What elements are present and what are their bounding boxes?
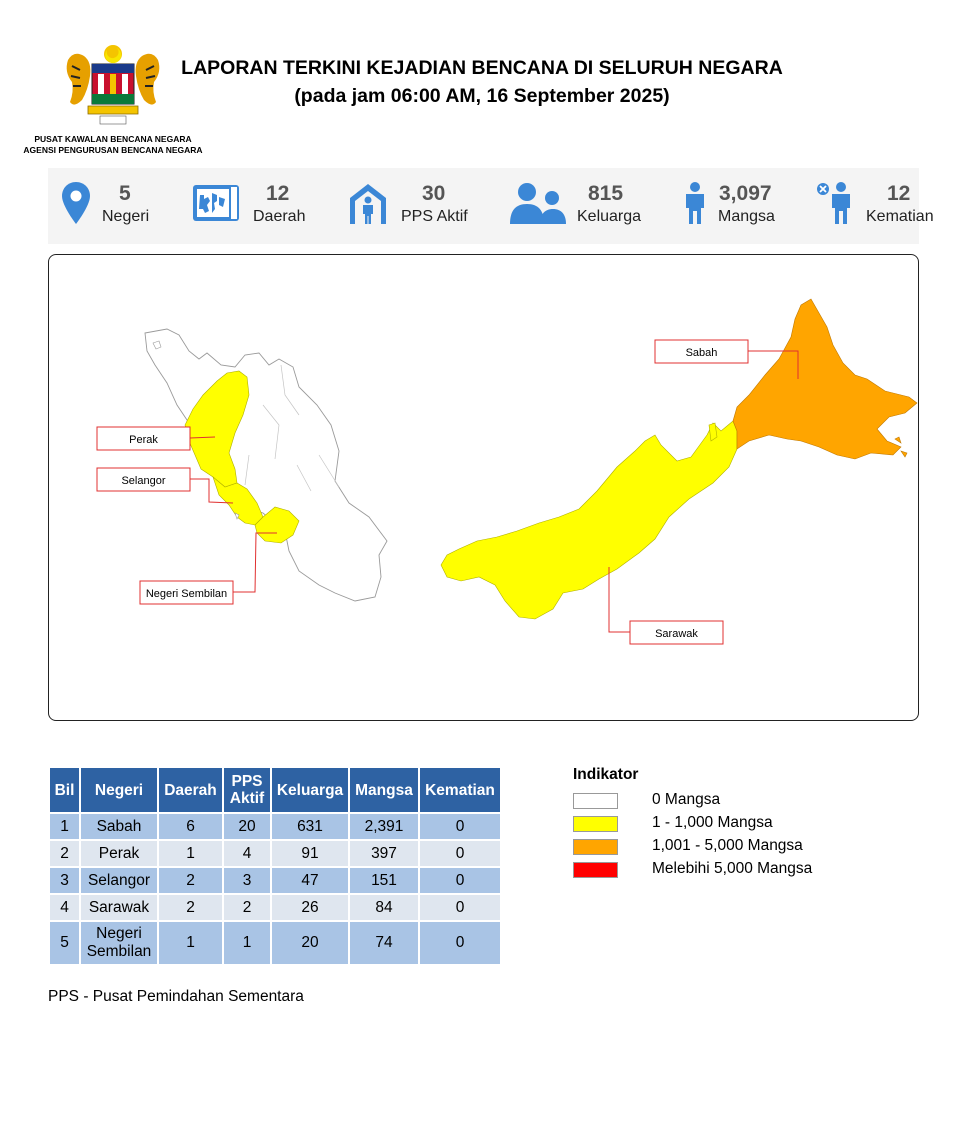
map-legend [573,766,813,882]
callout-sarawak [609,567,723,644]
stat-value: 3,097 [719,182,772,205]
cell-kematian: 0 [420,922,500,964]
cell-keluarga: 91 [272,841,348,866]
stat-daerah [190,168,320,244]
callout-label-negeri-sembilan: Negeri Sembilan [145,588,228,600]
cell-pps: 1 [224,922,270,964]
cell-negeri: Sarawak [81,895,157,920]
district-map-icon [192,183,240,223]
stat-value: 12 [266,182,290,205]
col-bil: Bil [50,768,79,812]
agency-line2: AGENSI PENGURUSAN BENCANA NEGARA [23,145,203,155]
cell-bil: 5 [50,922,79,964]
cell-keluarga: 20 [272,922,348,964]
cell-daerah: 2 [159,895,222,920]
callout-label-selangor: Selangor [121,475,166,487]
stat-value: 12 [887,182,911,205]
summary-stats-bar [48,168,934,244]
shelter-icon [348,182,388,224]
sarawak-region [441,421,737,619]
report-title [172,54,792,110]
col-daerah: Daerah [159,768,222,812]
legend-item [573,790,721,813]
stat-label: PPS Aktif [401,208,468,225]
legend-swatch [573,839,618,855]
legend-label: 1,001 - 5,000 Mangsa [652,837,803,854]
callout-label-sabah: Sabah [685,347,718,359]
table-row [50,895,500,920]
map-pin-icon [62,182,90,224]
cell-keluarga: 26 [272,895,348,920]
legend-swatch [573,816,618,832]
legend-title: Indikator [573,766,639,783]
cell-negeri: Sabah [81,814,157,839]
cell-bil: 3 [50,868,79,893]
cell-daerah: 1 [159,922,222,964]
table-header-row [50,768,500,812]
cell-mangsa: 74 [350,922,418,964]
stat-label: Daerah [253,208,306,225]
cell-bil: 2 [50,841,79,866]
cell-daerah: 6 [159,814,222,839]
stat-kematian [816,168,934,244]
cell-pps: 4 [224,841,270,866]
table-row [50,814,500,839]
callout-negeri-sembilan [140,533,277,604]
legend-swatch [573,862,618,878]
col-pps-aktif: PPS Aktif [224,768,270,812]
cell-mangsa: 151 [350,868,418,893]
title-line2: (pada jam 06:00 AM, 16 September 2025) [294,85,670,107]
legend-item [573,836,803,859]
cell-bil: 1 [50,814,79,839]
col-mangsa: Mangsa [350,768,418,812]
table-footnote: PPS - Pusat Pemindahan Sementara [48,988,304,1005]
col-kematian: Kematian [420,768,500,812]
sabah-region [733,299,917,459]
stat-keluarga [510,168,660,244]
cell-keluarga: 631 [272,814,348,839]
cell-mangsa: 84 [350,895,418,920]
family-icon [510,182,566,224]
malaysia-disaster-map [48,254,919,721]
person-icon [684,182,706,224]
table-row [50,922,500,964]
stat-negeri [58,168,168,244]
cell-negeri: Perak [81,841,157,866]
col-negeri: Negeri [81,768,157,812]
agency-line1: PUSAT KAWALAN BENCANA NEGARA [34,134,192,144]
cell-daerah: 2 [159,868,222,893]
legend-label: 1 - 1,000 Mangsa [652,814,773,831]
legend-swatch [573,793,618,809]
stat-label: Negeri [102,208,150,225]
stat-mangsa [682,168,802,244]
legend-item [573,813,773,836]
death-icon [816,180,856,224]
table-row [50,868,500,893]
title-line1: LAPORAN TERKINI KEJADIAN BENCANA DI SELURUH NEGARA [181,57,783,79]
cell-daerah: 1 [159,841,222,866]
cell-kematian: 0 [420,814,500,839]
stat-value: 815 [588,182,624,205]
cell-negeri: Negeri Sembilan [81,922,157,964]
stat-value: 5 [119,182,131,205]
stat-label: Kematian [866,208,934,225]
cell-bil: 4 [50,895,79,920]
cell-mangsa: 2,391 [350,814,418,839]
table-row [50,841,500,866]
legend-item [573,859,813,882]
cell-pps: 3 [224,868,270,893]
malaysia-coat-of-arms-logo [62,40,164,126]
stat-pps-aktif [346,168,476,244]
cell-negeri: Selangor [81,868,157,893]
state-summary-table [48,766,502,966]
cell-kematian: 0 [420,868,500,893]
callout-label-sarawak: Sarawak [655,628,698,640]
cell-keluarga: 47 [272,868,348,893]
stat-label: Keluarga [577,208,642,225]
cell-kematian: 0 [420,841,500,866]
cell-mangsa: 397 [350,841,418,866]
cell-kematian: 0 [420,895,500,920]
cell-pps: 20 [224,814,270,839]
legend-label: Melebihi 5,000 Mangsa [652,860,813,877]
cell-pps: 2 [224,895,270,920]
stat-value: 30 [422,182,446,205]
stat-label: Mangsa [718,208,775,225]
agency-name [22,134,204,156]
peninsular-unaffected-region [145,329,387,601]
legend-label: 0 Mangsa [652,791,721,808]
col-keluarga: Keluarga [272,768,348,812]
callout-label-perak: Perak [129,434,158,446]
